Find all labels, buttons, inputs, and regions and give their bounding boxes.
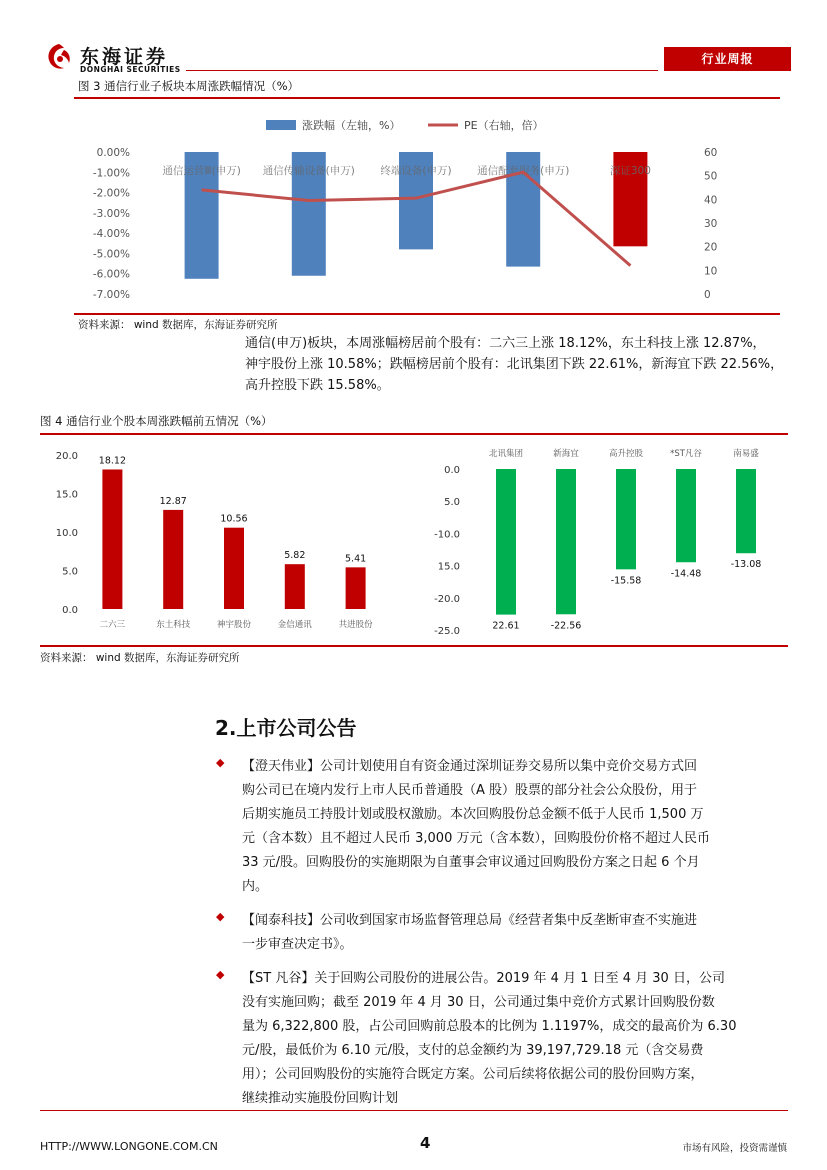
paragraph-line: 高升控股下跌 15.58%。 [245, 378, 390, 393]
announcement-line: 继续推动实施股份回购计划 [242, 1091, 399, 1106]
announcement-item [216, 909, 782, 957]
bullet-diamond-icon: ◆ [216, 756, 225, 769]
left-axis-tick: -2.00% [92, 187, 130, 200]
left-axis-tick: -7.00% [92, 289, 130, 301]
right-axis-tick: 0 [704, 289, 711, 301]
figure3-chart [74, 100, 780, 315]
sector-summary-paragraph [245, 333, 783, 396]
y-axis-tick: 5.0 [62, 566, 78, 578]
legend-bar-swatch [266, 120, 296, 130]
announcement-line: 【闻泰科技】公司收到国家市场监督管理总局《经营者集中反垄断审查不实施进 [242, 913, 698, 928]
left-axis-tick: -5.00% [92, 248, 130, 261]
stock-bar [224, 528, 244, 609]
announcement-line: 后期实施员工持股计划或股权激励。本次回购股份总金额不低于人民币 1,500 万 [242, 807, 704, 822]
bar-value-label: 5.82 [284, 550, 306, 562]
stock-bar [496, 469, 516, 615]
stock-name-label: *ST凡谷 [670, 449, 702, 459]
announcement-item [216, 967, 782, 1111]
stock-bar [346, 567, 366, 609]
y-axis-tick: 0.0 [62, 605, 78, 616]
bar-value-label: -22.56 [550, 620, 582, 632]
announcement-line: 用）；公司回购股份的实施符合既定方案。公司后续将依据公司的股份回购方案， [242, 1067, 704, 1082]
y-axis-tick: 15.0 [55, 489, 78, 501]
y-axis-tick: 0.0 [444, 465, 460, 476]
announcement-line: 量为 6,322,800 股，占公司回购前总股本的比例为 1.1197%，成交的最高价为 6.30 [242, 1019, 737, 1034]
figure4-title: 图 4 通信行业个股本周涨跌幅前五情况（%） [40, 414, 273, 428]
left-axis-tick: -1.00% [92, 167, 130, 180]
announcement-line: 【ST 凡谷】关于回购公司股份的进展公告。2019 年 4 月 1 日至 4 月 30 日，公司 [242, 971, 725, 986]
stock-bar [163, 510, 183, 609]
right-axis-tick: 50 [704, 170, 718, 183]
footer-rule [40, 1110, 788, 1111]
bar-value-label: 22.61 [492, 620, 520, 632]
announcement-item [216, 755, 782, 899]
figure4-losers-chart [420, 438, 790, 643]
stock-name-label: 二六三 [99, 620, 126, 630]
section-title: 2.上市公司公告 [215, 716, 357, 740]
figure3-title: 图 3 通信行业子板块本周涨跌幅情况（%） [78, 79, 300, 93]
announcement-line: 一步审查决定书》。 [242, 937, 353, 952]
announcements-list [216, 755, 782, 1111]
page-number: 4 [420, 1134, 431, 1152]
left-axis-tick: 0.00% [96, 147, 130, 159]
stock-name-label: 新海宜 [553, 449, 579, 459]
stock-name-label: 南易盛 [733, 449, 759, 459]
announcement-line: 元/股，最低价为 6.10 元/股，支付的总金额约为 39,197,729.18 元（含交易费 [242, 1043, 704, 1058]
category-label: 通信配套服务(申万) [477, 165, 570, 177]
category-label: 通信传输设备(申万) [262, 165, 355, 177]
figure4-gainers-chart [40, 438, 400, 638]
legend-line-label: PE（右轴，倍） [464, 119, 544, 132]
stock-bar [616, 469, 636, 569]
stock-bar [676, 469, 696, 562]
figure3-top-rule [74, 97, 780, 99]
logo-text-cn: 东海证券 [80, 46, 169, 68]
donghai-logo-icon [44, 42, 74, 72]
right-axis-tick: 40 [704, 194, 718, 207]
paragraph-line: 通信(申万)板块，本周涨幅榜居前个股有：二六三上涨 18.12%，东土科技上涨 12.87%， [245, 336, 766, 351]
category-label: 终端设备(申万) [380, 165, 452, 177]
right-axis-tick: 10 [704, 265, 718, 278]
stock-name-label: 神宇股份 [216, 620, 252, 630]
left-axis-tick: -3.00% [92, 207, 130, 220]
announcement-line: 没有实施回购；截至 2019 年 4 月 30 日，公司通过集中竞价方式累计回购股份数 [242, 995, 715, 1010]
category-label: 通信运营Ⅲ(申万) [162, 165, 241, 177]
bar-value-label: -14.48 [670, 568, 702, 580]
category-label: 深证300 [609, 165, 651, 177]
bar-value-label: 12.87 [159, 495, 187, 507]
stock-name-label: 东土科技 [156, 620, 191, 630]
bar-value-label: 18.12 [98, 455, 127, 467]
figure4-top-rule [40, 433, 788, 435]
header-rule [186, 70, 658, 71]
bullet-diamond-icon: ◆ [216, 968, 225, 981]
stock-name-label: 北讯集团 [488, 449, 524, 459]
stock-bar [556, 469, 576, 614]
stock-bar [736, 469, 756, 553]
right-axis-tick: 60 [704, 147, 718, 159]
y-axis-tick: -25.0 [434, 626, 460, 637]
left-axis-tick: -4.00% [92, 228, 130, 241]
stock-bar [102, 469, 122, 609]
y-axis-tick: -20.0 [434, 593, 460, 605]
footer-url-link[interactable]: HTTP://WWW.LONGONE.COM.CN [40, 1140, 218, 1153]
left-axis-tick: -6.00% [92, 268, 130, 281]
announcement-line: 内。 [242, 879, 269, 894]
y-axis-tick: 15.0 [437, 561, 460, 573]
bar-value-label: -15.58 [610, 575, 642, 587]
legend-bar-label: 涨跌幅（左轴，%） [302, 119, 401, 132]
figure3-bottom-rule [74, 313, 780, 315]
bullet-diamond-icon: ◆ [216, 910, 225, 923]
report-type-tag: 行业周报 [664, 47, 791, 71]
announcement-line: 33 元/股。回购股份的实施期限为自董事会审议通过回购股份方案之日起 6 个月 [242, 855, 700, 870]
figure4-bottom-rule [40, 645, 788, 647]
stock-name-label: 共进股份 [338, 620, 373, 630]
y-axis-tick: 10.0 [55, 528, 78, 539]
figure4-source: 资料来源： wind 数据库，东海证券研究所 [40, 652, 240, 664]
y-axis-tick: -10.0 [434, 529, 460, 541]
bar-value-label: 5.41 [345, 553, 367, 565]
right-axis-tick: 20 [704, 241, 718, 254]
figure3-source: 资料来源： wind 数据库，东海证券研究所 [78, 319, 278, 331]
footer-disclaimer: 市场有风险，投资需谨慎 [682, 1143, 787, 1154]
stock-bar [285, 564, 305, 609]
paragraph-line: 神宇股份上涨 10.58%；跌幅榜居前个股有：北讯集团下跌 22.61%，新海宜下跌 22.56%， [245, 357, 784, 372]
bar-value-label: 10.56 [220, 513, 248, 525]
stock-name-label: 金信通讯 [277, 620, 312, 630]
bar-value-label: -13.08 [730, 559, 762, 571]
y-axis-tick: 5.0 [444, 497, 460, 509]
y-axis-tick: 20.0 [55, 451, 78, 462]
logo-text-en: DONGHAI SECURITIES [80, 65, 181, 74]
announcement-line: 【澄天伟业】公司计划使用自有资金通过深圳证券交易所以集中竞价交易方式回 [242, 759, 698, 774]
right-axis-tick: 30 [704, 218, 718, 230]
stock-name-label: 高升控股 [608, 449, 644, 459]
announcement-line: 元（含本数）且不超过人民币 3,000 万元（含本数），回购股份价格不超过人民币 [242, 831, 710, 846]
announcement-line: 购公司已在境内发行上市人民币普通股（A 股）股票的部分社会公众股份，用于 [242, 783, 698, 798]
